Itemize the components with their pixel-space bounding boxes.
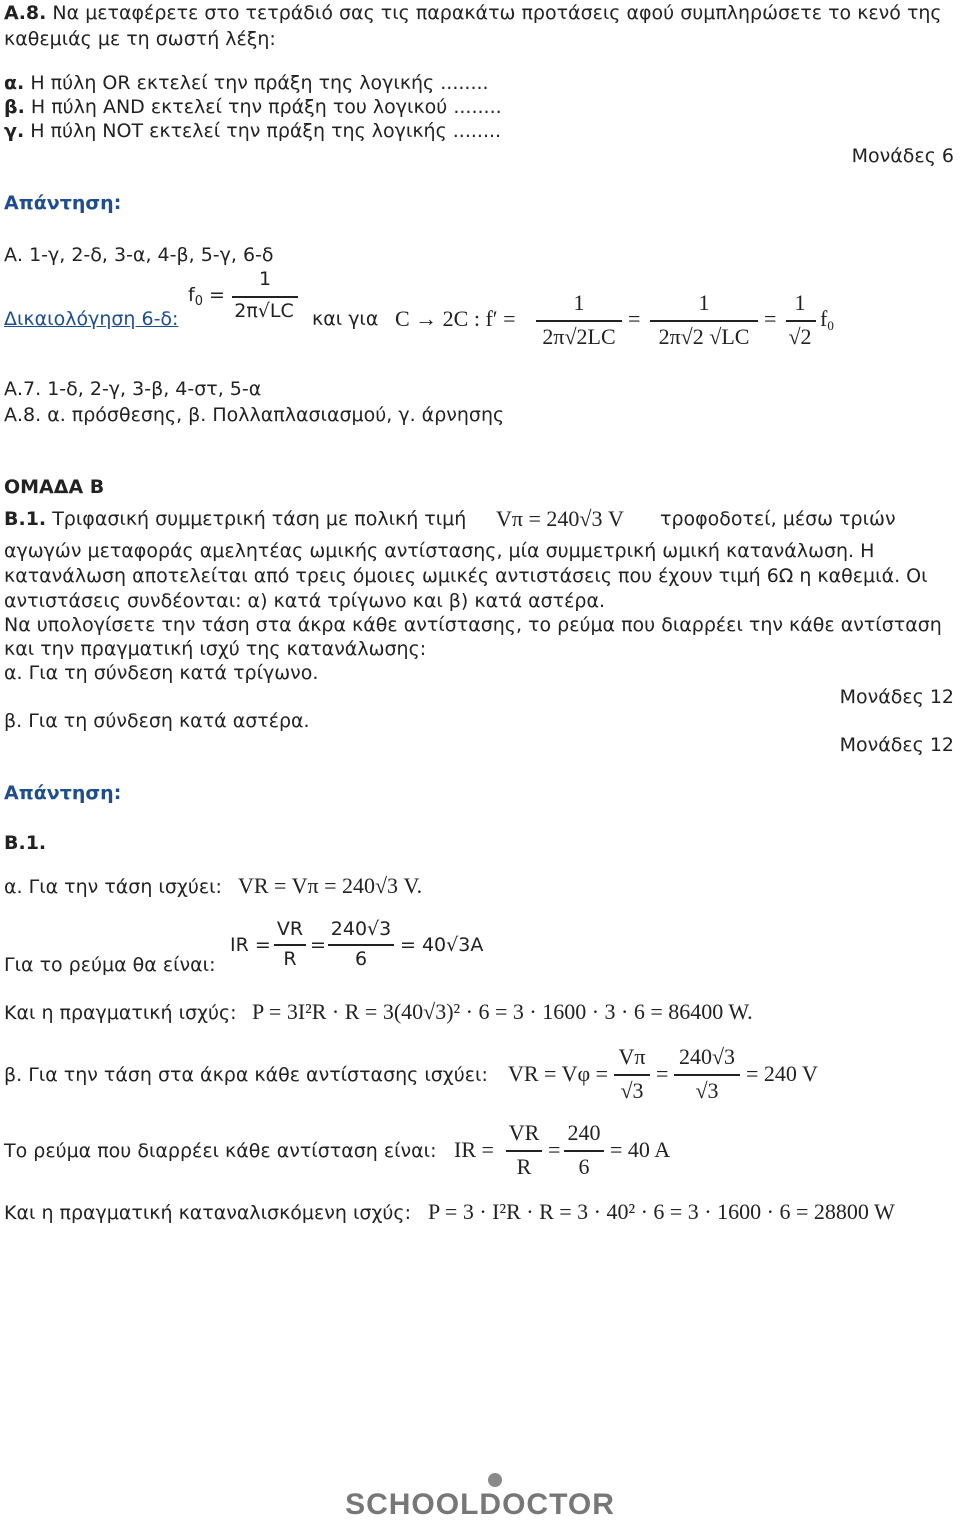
b1-line: αγωγών μεταφοράς αμελητέας ωμικής αντίστασης, μία συμμετρική ωμική κατανάλωση. Η xyxy=(4,540,875,562)
equals-sign: = xyxy=(656,1061,669,1086)
logo-text: SCHOOLDOCTOR xyxy=(345,1488,615,1521)
f0-denominator: 2π√LC xyxy=(234,300,294,322)
frac2-den: 2π√2 √LC xyxy=(658,324,750,349)
vpi-num: Vπ xyxy=(618,1044,646,1069)
b-voltage-left: VR = Vφ = xyxy=(508,1061,609,1086)
question-item-c: γ. Η πύλη NOT εκτελεί την πράξη της λογικής ........ xyxy=(4,120,502,142)
schooldoctor-logo xyxy=(340,1470,620,1530)
b1-intro-end: τροφοδοτεί, μέσω τριών xyxy=(660,508,896,530)
condition-formula: C → 2C : f′ = xyxy=(395,306,516,331)
answer-a8: Α.8. α. πρόσθεσης, β. Πολλαπλασιασμού, γ. άρνησης xyxy=(4,404,505,426)
question-a8-line1: Α.8. Να μεταφέρετε στο τετράδιό σας τις παρακάτω προτάσεις αφού συμπληρώσετε το κενό της xyxy=(4,2,942,24)
points-label: Μονάδες 12 xyxy=(839,686,954,708)
question-label: Α.8. xyxy=(4,2,47,24)
answer-a7: Α.7. 1-δ, 2-γ, 3-β, 4-στ, 5-α xyxy=(4,378,262,400)
f0-numerator: 1 xyxy=(258,268,272,290)
num-240: 240 xyxy=(567,1120,601,1145)
vr-num: VR xyxy=(276,918,304,940)
answer-heading: Απάντηση: xyxy=(4,192,122,214)
b1-intro: Β.1. Τριφασική συμμετρική τάση με πολική τιμή xyxy=(4,508,467,530)
fraction-bar xyxy=(274,944,306,946)
b-power-formula: P = 3 · I²R · R = 3 · 40² · 6 = 3 · 1600 · 6 = 28800 W xyxy=(428,1199,895,1224)
frac3-den: √2 xyxy=(788,324,812,349)
den-6: 6 xyxy=(578,1154,590,1179)
voltage-label: α. Για την τάση ισχύει: xyxy=(4,876,222,898)
points-label: Μονάδες 6 xyxy=(851,145,954,167)
answer-heading: Απάντηση: xyxy=(4,782,122,804)
b1-question-a: α. Για τη σύνδεση κατά τρίγωνο. xyxy=(4,662,319,684)
question-a8-line2: καθεμιάς με τη σωστή λέξη: xyxy=(4,28,276,50)
equals-sign: = xyxy=(310,934,326,956)
frac1-num: 1 xyxy=(573,290,585,315)
current-ir: IR = xyxy=(230,934,271,956)
power-label: Και η πραγματική ισχύς: xyxy=(4,1002,237,1024)
frac1-den: 2π√2LC xyxy=(542,324,616,349)
r-den: R xyxy=(283,948,297,970)
fraction-bar xyxy=(786,320,816,322)
group-b-title: ΟΜΑΔΑ Β xyxy=(4,476,105,498)
b-current-left: IR = xyxy=(454,1137,494,1162)
question-item-a: α. Η πύλη OR εκτελεί την πράξη της λογικής ........ xyxy=(4,72,489,94)
fraction-bar xyxy=(614,1074,650,1076)
and-for-label: και για xyxy=(312,308,379,330)
vr-num: VR xyxy=(508,1120,540,1145)
current-result: = 40√3A xyxy=(400,934,484,956)
equals-sign: = xyxy=(628,306,641,331)
equals-sign: = xyxy=(548,1137,561,1162)
justification-label: Δικαιολόγηση 6-δ: xyxy=(4,308,179,330)
logo-icon xyxy=(340,1470,620,1530)
den-6: 6 xyxy=(354,948,368,970)
b-current-result: = 40 A xyxy=(610,1137,671,1162)
b-voltage-result: = 240 V xyxy=(746,1061,818,1086)
b1-line: και την πραγματική ισχύ της κατανάλωσης: xyxy=(4,638,427,660)
b1-question-b: β. Για τη σύνδεση κατά αστέρα. xyxy=(4,710,310,732)
sqrt3-den: √3 xyxy=(695,1078,719,1103)
voltage-formula: VR = Vπ = 240√3 V. xyxy=(238,873,423,898)
points-label: Μονάδες 12 xyxy=(839,734,954,756)
r-den: R xyxy=(516,1154,532,1179)
fraction-bar xyxy=(328,944,394,946)
num-240: 240√3 xyxy=(330,918,392,940)
b1-formula: Vπ = 240√3 V xyxy=(496,506,624,531)
fraction-bar xyxy=(650,320,758,322)
num-240-sqrt3: 240√3 xyxy=(678,1044,736,1069)
fraction-bar xyxy=(674,1074,740,1076)
b-power-label: Και η πραγματική καταναλισκόμενη ισχύς: xyxy=(4,1202,411,1224)
b-voltage-label: β. Για την τάση στα άκρα κάθε αντίστασης ισχύει: xyxy=(4,1064,488,1086)
frac2-num: 1 xyxy=(698,290,710,315)
current-label: Για το ρεύμα θα είναι: xyxy=(4,954,216,976)
b1-line: κατανάλωση αποτελείται από τρεις όμοιες ωμικές αντιστάσεις που έχουν τιμή 6Ω η καθεμιά. Οι xyxy=(4,565,928,587)
b1-line: αντιστάσεις συνδέονται: α) κατά τρίγωνο και β) κατά αστέρα. xyxy=(4,590,606,612)
question-item-b: β. Η πύλη AND εκτελεί την πράξη του λογικού ........ xyxy=(4,96,502,118)
b1-line: Να υπολογίσετε την τάση στα άκρα κάθε αντίστασης, το ρεύμα που διαρρέει την κάθε αντίσταση xyxy=(4,614,942,636)
fraction-bar xyxy=(232,296,298,298)
answer-a-line: Α. 1-γ, 2-δ, 3-α, 4-β, 5-γ, 6-δ xyxy=(4,244,274,266)
b-current-label: Το ρεύμα που διαρρέει κάθε αντίσταση είναι: xyxy=(4,1140,437,1162)
f0-tail: $f_0$ xyxy=(820,306,834,333)
sqrt3-den: √3 xyxy=(620,1078,644,1103)
fraction-bar xyxy=(506,1150,542,1152)
frac3-num: 1 xyxy=(794,290,806,315)
power-formula: P = 3I²R · R = 3(40√3)² · 6 = 3 · 1600 · 3 · 6 = 86400 W. xyxy=(252,999,753,1024)
f0-symbol: $f_0$ = xyxy=(188,284,225,309)
equals-sign: = xyxy=(764,306,777,331)
answer-b1-label: Β.1. xyxy=(4,832,47,854)
fraction-bar xyxy=(564,1150,604,1152)
fraction-bar xyxy=(536,320,622,322)
